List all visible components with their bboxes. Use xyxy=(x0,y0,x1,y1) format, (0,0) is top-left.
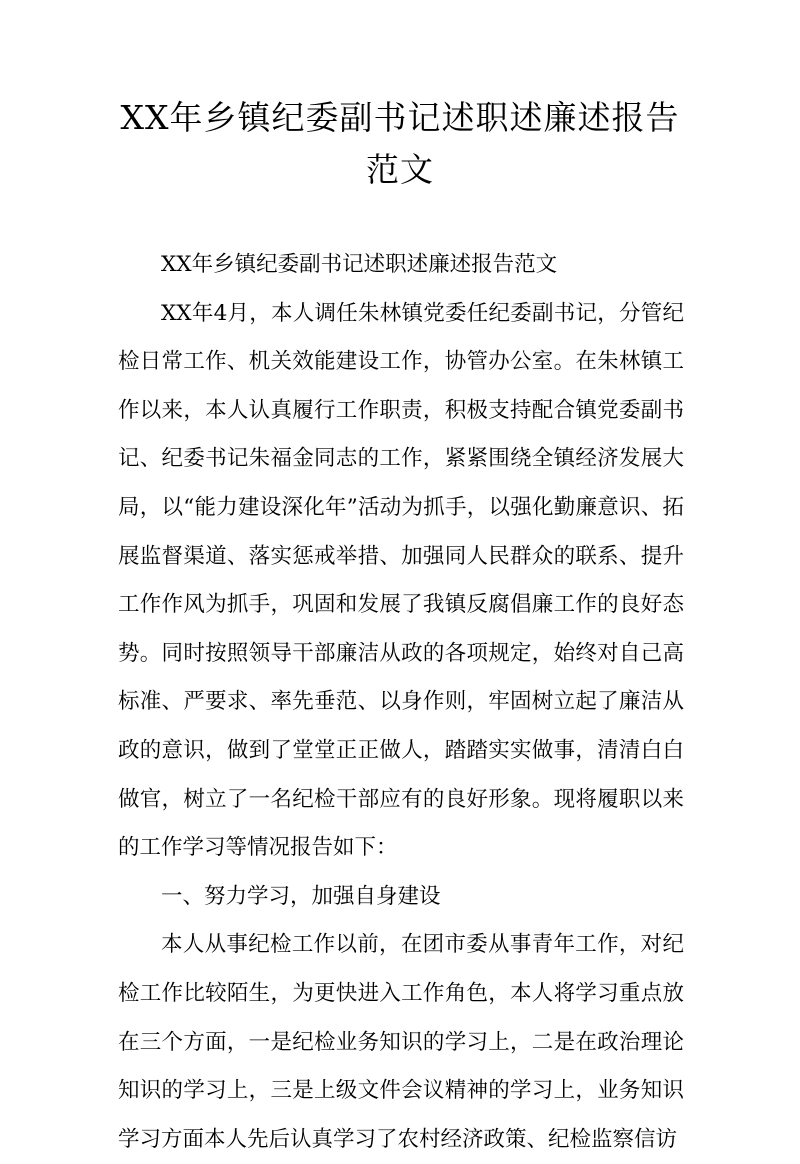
document-title: XX年乡镇纪委副书记述职述廉述报告范文 xyxy=(120,98,680,189)
section-paragraph: 本人从事纪检工作以前，在团市委从事青年工作，对纪检工作比较陌生，为更快进入工作角色，本人将学习重点放在三个方面，一是纪检业务知识的学习上，二是在政治理论知识的学习上，三是上级文件会议精神的学习上，业务知识学习方面本人先后认真学习了农村经济政策、纪检监察信访 xyxy=(118,932,684,1152)
intro-paragraph: XX年4月，本人调任朱林镇党委任纪委副书记，分管纪检日常工作、机关效能建设工作，协管办公室。在朱林镇工作以来，本人认真履行工作职责，积极支持配合镇党委副书记、纪委书记朱福金同志的工作，紧紧围绕全镇经济发展大局，以“能力建设深化年”活动为抓手，以强化勤廉意识、拓展监督渠道、落实惩戒举措、加强同人民群众的联系、提升工作作风为抓手，巩固和发展了我镇反腐倡廉工作的良好态势。同时按照领导干部廉洁从政的各项规定，始终对自己高标准、严要求、率先垂范、以身作则，牢固树立起了廉洁从政的意识，做到了堂堂正正做人，踏踏实实做事，清清白白做官，树立了一名纪检干部应有的良好形象。现将履职以来的工作学习等情况报告如下： xyxy=(118,300,684,861)
subtitle-paragraph: XX年乡镇纪委副书记述职述廉述报告范文 xyxy=(161,252,558,277)
section-heading: 一、努力学习，加强自身建设 xyxy=(161,883,441,909)
document-body xyxy=(118,241,684,1164)
